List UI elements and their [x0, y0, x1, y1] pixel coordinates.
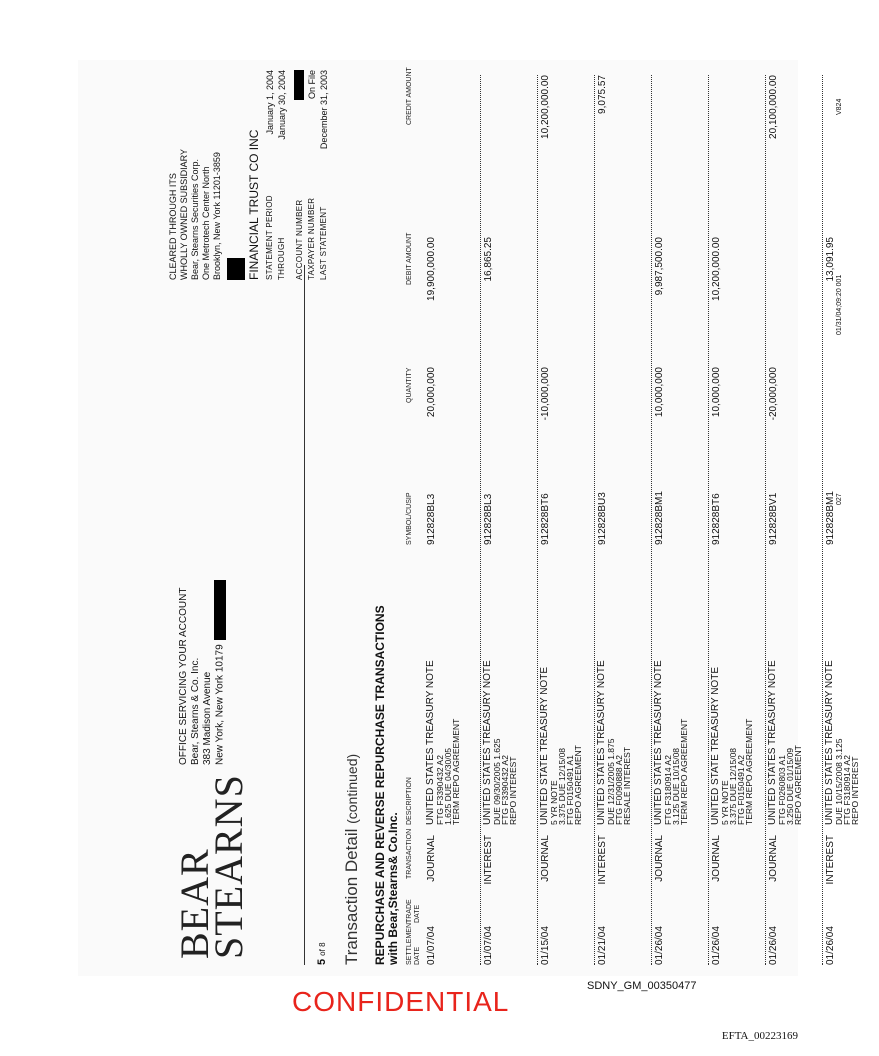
account-label: ACCOUNT NUMBER [295, 199, 304, 280]
description-detail: 1.625 DUE 04/30/05 [443, 747, 453, 825]
description-title: UNITED STATES TREASURY NOTE [425, 660, 436, 825]
clearing-line: Bear, Stearns Securities Corp. [190, 158, 200, 280]
debit-amount: 10,200,000.00 [711, 237, 722, 301]
col-credit: CREDIT AMOUNT [406, 67, 413, 125]
description-detail: FTG F0150491 A2 [736, 755, 746, 825]
symbol-cusip: 912828BL3 [483, 493, 494, 545]
description [711, 625, 753, 825]
description-detail: 5 YR NOTE [549, 780, 559, 825]
credit-amount: 20,100,000.00 [768, 75, 779, 139]
description-title: UNITED STATES TREASURY NOTE [596, 660, 607, 825]
debit-amount: 16,865.25 [483, 237, 494, 282]
transaction-type: INTEREST [597, 835, 608, 885]
col-label: SETTLEMENT [406, 918, 413, 965]
logo-line-2: STEARNS [206, 774, 251, 959]
table-row [651, 75, 708, 965]
office-line: New York, New York 10179 [214, 644, 226, 765]
description-detail: FTG F0090888 A2 [614, 755, 624, 825]
credit-amount: 10,200,000.00 [540, 75, 551, 139]
symbol-cusip: 912828BU3 [597, 492, 608, 545]
description-detail: REPO AGREEMENT [793, 745, 803, 825]
symbol-cusip: 912828BV1 [768, 492, 779, 545]
quantity: -20,000,000 [768, 367, 779, 421]
description-title: UNITED STATES TREASURY NOTE [767, 660, 778, 825]
redaction-box [227, 258, 245, 280]
quantity: 10,000,000 [654, 367, 665, 418]
description-detail: 3.375 DUE 12/15/08 [728, 747, 738, 825]
through-value: January 30, 2004 [277, 70, 287, 140]
taxpayer-label: TAXPAYER NUMBER [307, 197, 316, 280]
col-label: TRADE [406, 899, 413, 923]
settlement-date: 01/26/04 [768, 926, 779, 965]
clearing-line: CLEARED THROUGH ITS [168, 173, 178, 280]
quantity: 20,000,000 [426, 367, 437, 418]
col-transaction: TRANSACTION [406, 828, 413, 879]
description [426, 625, 460, 825]
settlement-date: 01/15/04 [540, 926, 551, 965]
settlement-date: 01/26/04 [711, 926, 722, 965]
clearing-line: One Metrotech Center North [201, 166, 211, 280]
transaction-type: INTEREST [825, 835, 836, 885]
description-title: UNITED STATE TREASURY NOTE [539, 667, 550, 825]
confidential-stamp: CONFIDENTIAL [292, 986, 510, 1017]
table-row [708, 75, 765, 965]
statement-info [264, 70, 330, 280]
settlement-date: 01/07/04 [426, 926, 437, 965]
office-line: OFFICE SERVICING YOUR ACCOUNT [178, 587, 189, 765]
table-row [424, 75, 480, 965]
subtitle-line: with Bear,Stearns& Co.Inc. [386, 812, 400, 965]
quantity: 10,000,000 [711, 367, 722, 418]
description-detail: TERM REPO AGREEMENT [679, 718, 689, 825]
efta-number: EFTA_00223169 [721, 1030, 798, 1042]
debit-amount: 9,987,500.00 [654, 237, 665, 296]
description-title: UNITED STATES TREASURY NOTE [824, 660, 835, 825]
last-statement-label: LAST STATEMENT [319, 206, 328, 280]
bates-number: SDNY_GM_00350477 [587, 980, 697, 992]
description-detail: FTG F3180914 A2 [663, 755, 673, 825]
symbol-cusip: 912828BT6 [711, 493, 722, 545]
transaction-type: INTEREST [483, 835, 494, 885]
subtitle-line: REPURCHASE AND REVERSE REPURCHASE TRANSACTIONS [373, 605, 387, 965]
symbol-cusip: 912828BL3 [426, 493, 437, 545]
section-title-text: Transaction Detail [342, 828, 361, 965]
description-title: UNITED STATES TREASURY NOTE [653, 660, 664, 825]
table-row [822, 75, 879, 965]
settlement-date: 01/07/04 [483, 926, 494, 965]
settlement-date: 01/21/04 [597, 926, 608, 965]
office-address [178, 580, 227, 765]
col-trade [406, 899, 422, 923]
col-quantity: QUANTITY [406, 367, 413, 403]
footer-code: 01/31/04;09:20 001 [836, 274, 843, 335]
description-detail: FTG F0260803 A1 [777, 755, 787, 825]
debit-amount: 19,900,000.00 [426, 237, 437, 301]
transaction-type: JOURNAL [711, 835, 722, 882]
section-continued: (continued) [344, 753, 360, 824]
description-detail: DUE 09/30/2005 1.625 [492, 738, 502, 825]
description-detail: DUE 10/15/2008 3.125 [834, 738, 844, 825]
description-detail: 3.375 DUE 12/15/08 [557, 747, 567, 825]
col-description: DESCRIPTION [406, 777, 413, 825]
description-detail: REPO AGREEMENT [573, 745, 583, 825]
col-symbol: SYMBOL/CUSIP [406, 492, 413, 545]
section-subtitle [374, 605, 400, 965]
header-divider [304, 265, 305, 965]
logo-line-1: BEAR [172, 848, 217, 959]
credit-amount: 9,075.57 [597, 75, 608, 114]
statement-sheet [166, 60, 860, 975]
clearing-line: Brooklyn, New York 11201-3859 [212, 152, 222, 280]
page-current: 5 [316, 958, 328, 965]
transaction-type: JOURNAL [540, 835, 551, 882]
transaction-table [424, 75, 879, 965]
description-detail: FTG F0150491 A1 [565, 755, 575, 825]
last-statement-value: December 31, 2003 [319, 70, 329, 150]
symbol-cusip: 912828BM1 [825, 491, 836, 545]
description [654, 625, 688, 825]
col-settlement [406, 919, 422, 965]
table-row [537, 75, 594, 965]
description [825, 625, 859, 825]
through-label: THROUGH [277, 237, 286, 280]
description-detail: TERM REPO AGREEMENT [451, 718, 461, 825]
description-detail: 3.250 DUE 01/15/09 [785, 747, 795, 825]
table-row [480, 75, 537, 965]
redaction-box [294, 70, 304, 100]
description-detail: FTG F3390432 A2 [435, 755, 445, 825]
description-detail: REPO INTEREST [508, 756, 518, 825]
account-holder-name: FINANCIAL TRUST CO INC [247, 129, 261, 280]
period-label: STATEMENT PERIOD [265, 195, 274, 280]
clearing-line: WHOLLY OWNED SUBSIDIARY [179, 148, 189, 280]
page-total: of 8 [318, 942, 327, 956]
table-row [765, 75, 822, 965]
description-title: UNITED STATES TREASURY NOTE [482, 660, 493, 825]
description-detail: TERM REPO AGREEMENT [744, 718, 754, 825]
description-detail: REPO INTEREST [850, 756, 860, 825]
taxpayer-value: On File [307, 70, 317, 100]
description [597, 625, 631, 825]
clearing-info [168, 70, 260, 280]
quantity: -10,000,000 [540, 367, 551, 421]
period-value: January 1, 2004 [265, 70, 275, 135]
footer-code: 027 [836, 493, 843, 505]
description-detail: RESALE INTEREST [622, 747, 632, 825]
col-label: DATE [414, 904, 421, 923]
page-number [316, 942, 328, 965]
scanned-page [78, 60, 860, 976]
redaction-box [214, 580, 226, 640]
footer-code: V824 [836, 98, 843, 115]
description [768, 625, 802, 825]
transaction-type: JOURNAL [426, 835, 437, 882]
description-detail: 3.125 DUE 10/15/08 [671, 747, 681, 825]
section-title [342, 754, 362, 965]
symbol-cusip: 912828BM1 [654, 491, 665, 545]
office-line: Bear, Stearns & Co. Inc. [190, 657, 201, 765]
col-label: DATE [414, 946, 421, 965]
description [483, 625, 517, 825]
description-detail: DUE 12/31/2005 1.875 [606, 738, 616, 825]
description-detail: FTG F3390432 A2 [500, 755, 510, 825]
description [540, 625, 582, 825]
debit-amount: 13,091.95 [825, 237, 836, 282]
transaction-type: JOURNAL [768, 835, 779, 882]
table-row [594, 75, 651, 965]
col-debit: DEBIT AMOUNT [406, 232, 413, 285]
description-detail: 5 YR NOTE [720, 780, 730, 825]
symbol-cusip: 912828BT6 [540, 493, 551, 545]
settlement-date: 01/26/04 [654, 926, 665, 965]
office-line: 383 Madison Avenue [202, 671, 213, 765]
description-detail: FTG F3180914 A2 [842, 755, 852, 825]
bear-stearns-logo [172, 774, 251, 959]
description-title: UNITED STATE TREASURY NOTE [710, 667, 721, 825]
settlement-date: 01/26/04 [825, 926, 836, 965]
transaction-type: JOURNAL [654, 835, 665, 882]
